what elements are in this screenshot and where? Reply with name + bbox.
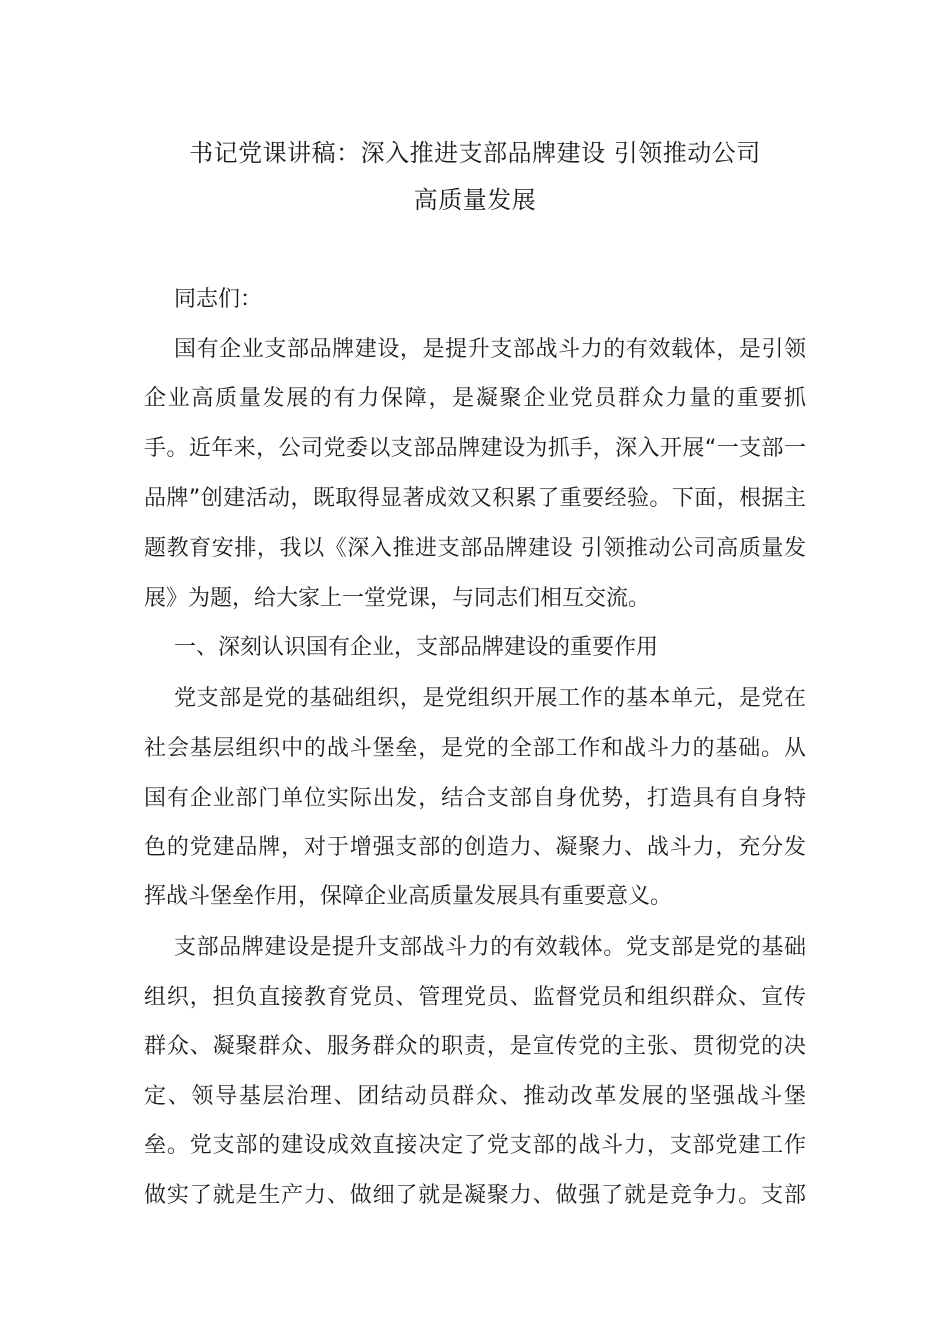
- paragraph-3-line: 群众、凝聚群众、服务群众的职责，是宣传党的主张、贯彻党的决: [144, 1034, 806, 1059]
- document-title-line-2: 高质量发展: [413, 186, 537, 214]
- paragraph-3-line: 垒。党支部的建设成效直接决定了党支部的战斗力，支部党建工作: [144, 1133, 806, 1158]
- paragraph-3-line: 支部品牌建设是提升支部战斗力的有效载体。党支部是党的基础: [174, 935, 806, 960]
- salutation: 同志们：: [174, 287, 263, 312]
- document-title-line-1: 书记党课讲稿：深入推进支部品牌建设 引领推动公司: [189, 139, 761, 167]
- section-heading-1: 一、深刻认识国有企业，支部品牌建设的重要作用: [174, 635, 659, 660]
- paragraph-2-line: 国有企业部门单位实际出发，结合支部自身优势，打造具有自身特: [144, 786, 806, 811]
- paragraph-1-line: 国有企业支部品牌建设，是提升支部战斗力的有效载体，是引领: [174, 337, 806, 362]
- paragraph-1-line: 展》为题，给大家上一堂党课，与同志们相互交流。: [144, 586, 651, 611]
- paragraph-2-line: 色的党建品牌，对于增强支部的创造力、凝聚力、战斗力，充分发: [144, 835, 806, 860]
- paragraph-3-line: 组织，担负直接教育党员、管理党员、监督党员和组织群众、宣传: [144, 985, 806, 1010]
- paragraph-3-line: 做实了就是生产力、做细了就是凝聚力、做强了就是竞争力。支部: [144, 1183, 806, 1208]
- paragraph-2-line: 挥战斗堡垒作用，保障企业高质量发展具有重要意义。: [144, 884, 673, 909]
- paragraph-1-line: 题教育安排，我以《深入推进支部品牌建设 引领推动公司高质量发: [144, 536, 806, 561]
- paragraph-2-line: 社会基层组织中的战斗堡垒，是党的全部工作和战斗力的基础。从: [144, 736, 806, 761]
- paragraph-1-line: 品牌”创建活动，既取得显著成效又积累了重要经验。下面，根据主: [144, 486, 806, 511]
- paragraph-1-line: 企业高质量发展的有力保障，是凝聚企业党员群众力量的重要抓: [144, 386, 806, 411]
- paragraph-1-line: 手。近年来，公司党委以支部品牌建设为抓手，深入开展“一支部一: [144, 436, 806, 461]
- paragraph-2-line: 党支部是党的基础组织，是党组织开展工作的基本单元，是党在: [174, 686, 806, 711]
- paragraph-3-line: 定、领导基层治理、团结动员群众、推动改革发展的坚强战斗堡: [144, 1084, 806, 1109]
